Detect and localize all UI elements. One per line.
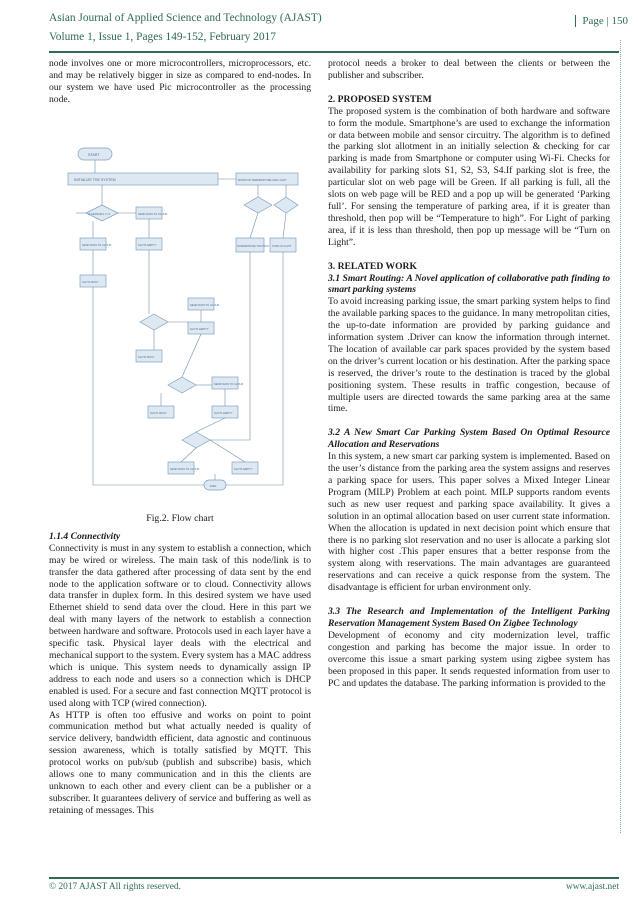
footer-url[interactable]: www.ajast.net xyxy=(565,882,619,892)
flow-label-decision: IF SENSOR1 == 0 xyxy=(88,213,111,216)
section-1-1-4-body-2: As HTTP is often too effusive and works on point to point communication method but what actually needed is quality of service delivery, bandwidth efficient, data agnostic and continuous session awareness, which is totally satisfied by MQTT. This protocol works on pub/sub (publish and subscribe) basis, which allows one to many communication and in this the clients are unknown to each other and every client can be a publisher or a subscriber. It guarantees delivery of service and buffering as well as retaining of messages. This xyxy=(49,709,311,816)
flow-label-slot: SLOT1 EMPTY xyxy=(138,244,157,247)
flow-label-send: SEND DATA TO CLOUD xyxy=(170,468,200,471)
margin-dotted-line xyxy=(620,40,621,833)
flow-label-slot: SLOT1 EMPTY xyxy=(234,468,253,471)
flow-label-send: SEND DATA TO CLOUD xyxy=(138,213,168,216)
flow-arrow xyxy=(283,213,286,238)
left-intro-paragraph: node involves one or more microcontrollers, microprocessors, etc. and may be relatively bigger in size as compared to end-nodes. In our system we have used Pic microcontroller as the processing node. xyxy=(49,58,311,105)
flow-decision-light xyxy=(274,197,298,213)
left-column-lower xyxy=(49,507,311,817)
section-1-1-4-title: 1.1.4 Connectivity xyxy=(49,530,121,542)
journal-volume: Volume 1, Issue 1, Pages 149-152, February 2017 xyxy=(49,31,276,43)
figure-caption: Fig.2. Flow chart xyxy=(146,513,214,524)
section-2-body: The proposed system is the combination of both hardware and software to form the module. Smartphone’s are used to exchange the information or data between mobile and sensor circuitry. The algorithm is to defined the parking slot allotment in an initially selection & checking for car parking is made from Smartphone or computer using Wi-Fi. Checks for availability for parking slots S1, S2, S3, S4.If parking slot is free, the particular slot on web page will be Green. If all parking is full, all the slots on web page will be RED and a pop up will be generated ‘Parking full’. For sensing the temperature of parking area, if it is greater than threshold, then pop will be “Temperature to high”. For Light of parking area, if it is less than threshold, then pop up message will be “Turn on Light”. xyxy=(328,105,610,248)
section-3-3-body: Development of economy and city modernization level, traffic congestion and parking has become the major issue. In order to overcome this issue a smart parking system using zigbee system has been proposed in this paper. It sends requested information from user to PC and updates the database. The parking information is provided to the xyxy=(328,629,610,689)
flow-arrow xyxy=(250,213,258,238)
flow-label-slot: SLOT1 EMPTY xyxy=(214,412,233,415)
flow-arrow xyxy=(182,334,201,377)
section-3-title: 3. RELATED WORK xyxy=(328,260,417,272)
flow-loop-line xyxy=(226,252,283,485)
flow-decision-3 xyxy=(168,377,196,393)
page-number: Page | 150 xyxy=(575,15,628,27)
section-2-title: 2. PROPOSED SYSTEM xyxy=(328,93,432,105)
flow-label-monitor: MONITOR TEMPERATURE AND LIGHT xyxy=(238,179,287,182)
right-intro-paragraph: protocol needs a broker to deal between the clients or between the publisher and subscriber. xyxy=(328,58,610,81)
flow-label-end: END xyxy=(210,484,217,488)
flow-label-send: SEND DATA TO CLOUD xyxy=(82,244,112,247)
flow-label-init: INITIALIZE THE SYSTEM xyxy=(74,178,116,182)
section-3-2-title: 3.2 A New Smart Car Parking System Based On Optimal Resource Allocation and Reservations xyxy=(328,427,610,451)
footer-copyright: © 2017 AJAST All rights reserved. xyxy=(49,882,181,892)
flow-label-busy: SLOT1 BUSY xyxy=(150,412,167,415)
flow-label-light: TURN ON LIGHT xyxy=(272,245,292,248)
flow-label-send: SEND DATA TO CLOUD xyxy=(190,304,220,307)
right-column xyxy=(328,58,610,689)
flowchart-figure xyxy=(64,140,304,495)
section-3-1-title: 3.1 Smart Routing: A Novel application of collaborative path finding to smart parking systems xyxy=(328,272,610,296)
flow-label-start: START xyxy=(88,153,100,157)
flow-label-temp: TEMPERATURE TOO HIGH xyxy=(237,245,269,248)
flow-arrow xyxy=(210,440,245,462)
section-3-2-body: In this system, a new smart car parking system is implemented. Based on the user’s distance from the parking area the system assigns and reserves a parking space for users. This paper solves a Mixed Integer Linear Program (MILP) Problem at each point. MILP supports random events such as new user request and parking space availability. It gives a solution in an optimal allocation based on user current state information. When the allocation is updated in next decision point which ensure that there is no parking slot reservation and no user is allocate a parking slot with higher cost .This paper ensures that a better response from the system along with reservations. The main advantages are guaranteed reservations and can receive a quick response from the system. The disadvantage is efficient for urban environment only. xyxy=(328,451,610,594)
flow-decision-4 xyxy=(182,432,210,448)
flow-label-slot: SLOT1 EMPTY xyxy=(190,328,209,331)
flow-label-busy: SLOT1 BUSY xyxy=(138,356,155,359)
flow-arrow xyxy=(181,448,196,462)
flow-label-send: SEND DATA TO CLOUD xyxy=(214,383,244,386)
left-column xyxy=(49,58,311,106)
section-3-3-title: 3.3 The Research and Implementation of the Intelligent Parking Reservation Management System Based On Zigbee Technology xyxy=(328,606,610,629)
header-rule xyxy=(49,51,619,53)
flow-label-busy: SLOT1 BUSY xyxy=(82,281,99,284)
journal-header xyxy=(49,9,322,47)
flow-decision-2 xyxy=(140,314,168,330)
flow-arrow xyxy=(196,418,225,432)
flow-decision-temp xyxy=(244,197,272,213)
journal-title: Asian Journal of Applied Science and Technology (AJAST) xyxy=(49,12,322,24)
footer-rule xyxy=(49,877,619,879)
section-1-1-4-body: Connectivity is must in any system to establish a connection, which may be wired or wireless. The main task of this node/link is to transfer the data gathered after processing of data sent by the end node to the application software or to cloud. Connectivity allows data transfer in duplex form. In this desired system we have used Ethernet shield to send data over the cloud. Here in this part we deal with many layers of the network to establish a connection between hardware and software. Protocols used in each layer have a specific task. Physical layer deals with the electrical and mechanical support to the system. Every system has a MAC address which is unique. This system needs to dynamically assign IP address to each node and users so a connection which is DHCP enabled is used. For a secure and fast connection MQTT protocol is used along with TCP (wired connection). xyxy=(49,542,311,709)
flowchart-svg xyxy=(64,140,304,495)
section-3-1-body: To avoid increasing parking issue, the smart parking system helps to find the available parking spaces to the guidance. In many metropolitan cities, the up-to-date information are provided by parking guidance and information system .Driver can know the information through internet. The location of available car park spaces provided by the system based on the driver’s current location or his destination. After the parking space is reserved, the driver’s route to the destination is traced by the global positioning system. These results in traffic congestion, because of multiple users are directed towards the same parking area at the same time. xyxy=(328,296,610,415)
